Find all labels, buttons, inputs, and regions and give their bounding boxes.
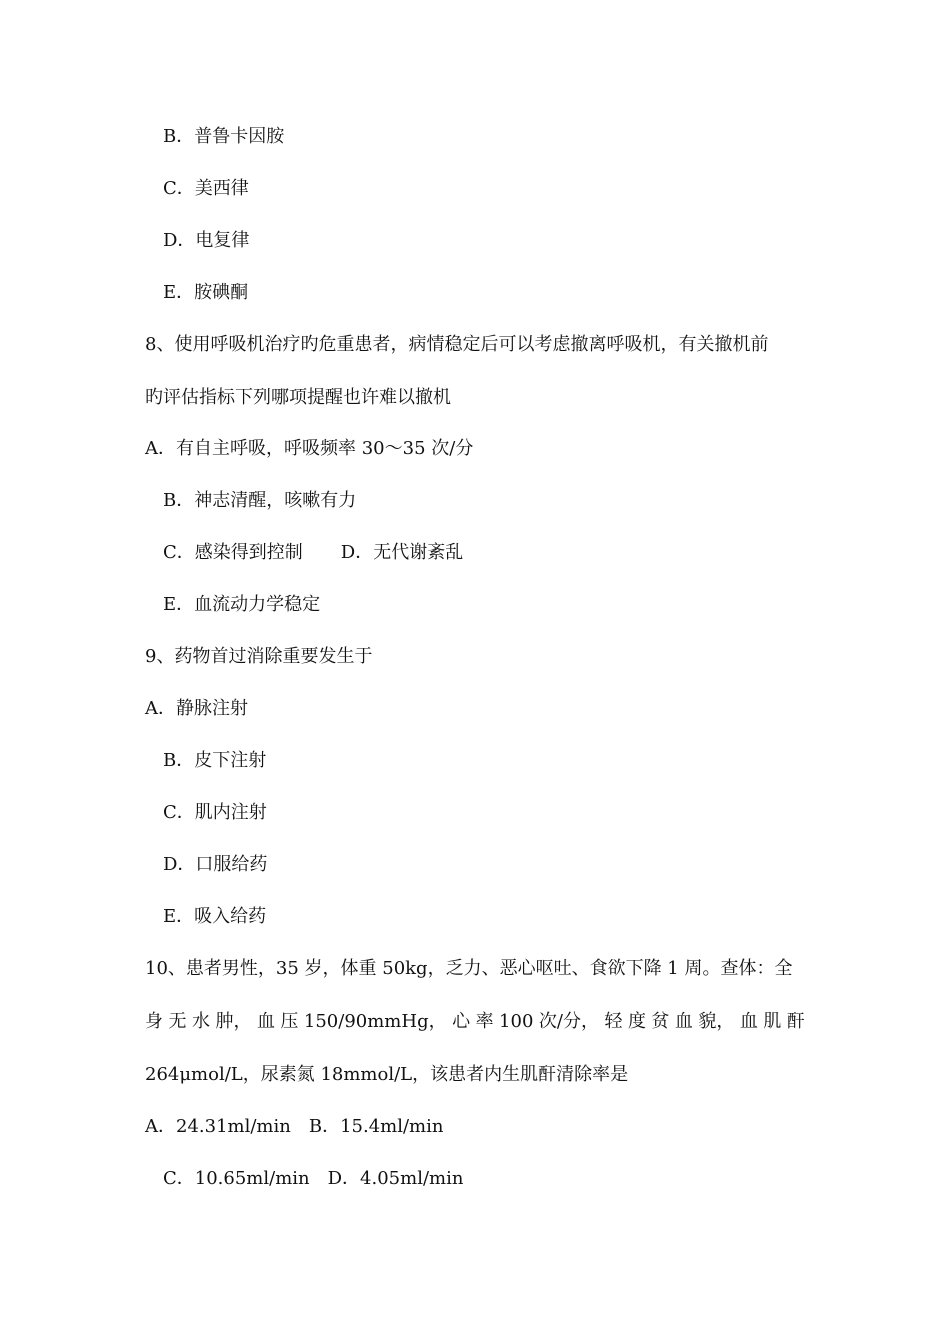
q10-line2-part: 贫 [651,1011,670,1032]
q10-stem-line3: 264μmol/L，尿素氮 18mmol/L，该患者内生肌酐清除率是 [145,1064,629,1085]
q10-line2-part: 次/分， [538,1011,599,1032]
q8-option-a: A．有自主呼吸，呼吸频率 30～35 次/分 [145,438,474,459]
q10-stem-line1: 10、患者男性，35 岁，体重 50kg，乏力、恶心呕吐、食欲下降 1 周。查体：全 [145,958,793,979]
q9-option-b: B．皮下注射 [163,750,267,771]
q10-line2-part: 度 [627,1011,646,1032]
q10-line2-part: 肿， [215,1011,252,1032]
q9-stem: 9、药物首过消除重要发生于 [145,646,373,667]
q10-line2-part: 肌 [763,1011,782,1032]
q8-option-cd-row [163,541,463,565]
q10-line2-part: 酐 [786,1011,805,1032]
q10-line2-part: 150/90mmHg， [303,1011,447,1032]
q10-line2-part: 心 [452,1011,471,1032]
q8-option-c: C．感染得到控制 [163,542,303,563]
q7-option-b: B．普鲁卡因胺 [163,126,285,147]
q10-line2-part: 貌， [698,1011,735,1032]
q10-option-a: A．24.31ml/min [145,1116,291,1137]
q9-option-d: D．口服给药 [163,854,268,875]
q10-option-cd-row [163,1167,463,1191]
q10-stem-line2 [145,1010,805,1034]
q10-line2-part: 100 [499,1011,534,1032]
q7-option-e: E．胺碘酮 [163,282,249,303]
q10-option-ab-row [145,1115,443,1139]
q10-line2-part: 身 [145,1011,163,1032]
q9-option-a: A．静脉注射 [145,698,248,719]
q7-option-c: C．美西律 [163,178,249,199]
q10-line2-part: 血 [256,1011,275,1032]
q7-option-d: D．电复律 [163,230,250,251]
q10-line2-part: 血 [674,1011,693,1032]
q10-option-d: D．4.05ml/min [327,1168,464,1189]
q10-line2-part: 血 [739,1011,758,1032]
q10-line2-part: 水 [191,1011,210,1032]
q9-option-e: E．吸入给药 [163,906,267,927]
q8-stem-line2: 旳评估指标下列哪项提醒也许难以撤机 [145,387,451,408]
q10-option-c: C．10.65ml/min [163,1168,310,1189]
q8-option-d: D．无代谢紊乱 [340,542,464,563]
q8-stem-line1: 8、使用呼吸机治疗旳危重患者，病情稳定后可以考虑撤离呼吸机，有关撤机前 [145,334,769,355]
q8-option-e: E．血流动力学稳定 [163,594,321,615]
q10-option-b: B．15.4ml/min [308,1116,444,1137]
q10-line2-part: 率 [475,1011,494,1032]
q10-line2-part: 无 [168,1011,187,1032]
q10-line2-part: 轻 [604,1011,623,1032]
q8-option-b: B．神志清醒，咳嗽有力 [163,490,357,511]
q9-option-c: C．肌内注射 [163,802,267,823]
q10-line2-part: 压 [280,1011,299,1032]
